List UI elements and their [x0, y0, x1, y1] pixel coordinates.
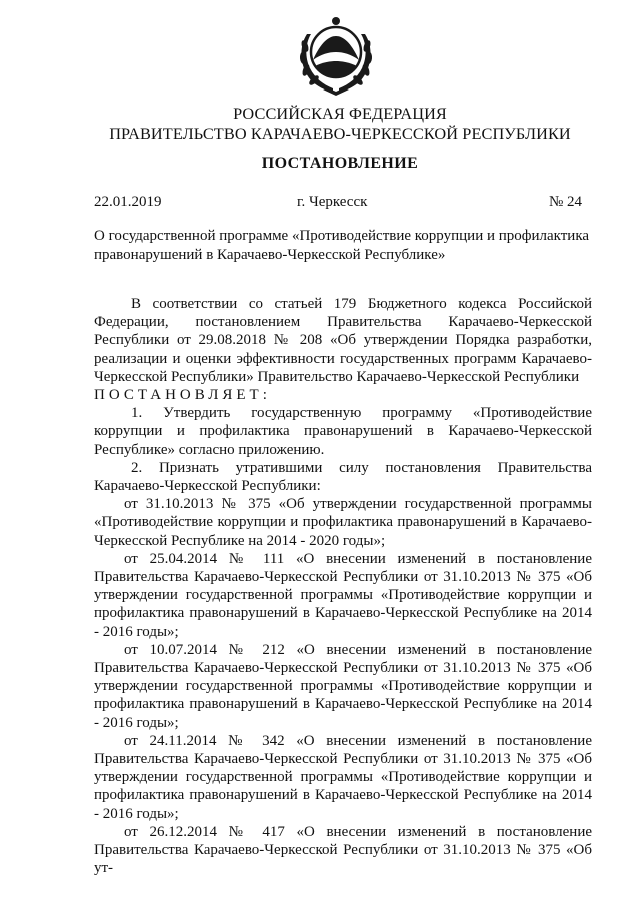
preamble-paragraph: В соответствии со статьей 179 Бюджетного кодекса Российской Федерации, постановлением Правительства Карачаево-Черкесской Республики от 29.08.2018 № 208 «Об утверждении Порядка разработки, реализации и оценки эффективности государственных программ Карачаево-Черкесской Республики» Правительство Карачаево-Черкесской Республики	[94, 296, 592, 385]
document-city: г. Черкесск	[297, 194, 368, 210]
document-type: ПОСТАНОВЛЕНИЕ	[261, 155, 419, 172]
decree-word: ПОСТАНОВЛЯЕТ:	[94, 387, 271, 404]
document-title: О государственной программе «Противодействие коррупции и профилактика правонарушений в Карачаево-Черкесской Республике»	[94, 228, 590, 263]
repealed-ref-1: от 31.10.2013 № 375 «Об утверждении государственной программы «Противодействие коррупции и профилактика правонарушений в Карачаево-Черкесской Республике на 2014 - 2020 годы»;	[94, 496, 592, 549]
repealed-ref-3: от 10.07.2014 № 212 «О внесении изменений в постановление Правительства Карачаево-Черкесской Республики от 31.10.2013 № 375 «Об утверждении государственной программы «Противодействие коррупции и профилактика правонарушений в Карачаево-Черкесской Республике на 2014 - 2016 годы»;	[94, 641, 592, 731]
document-header	[90, 104, 590, 144]
repealed-ref-5: от 26.12.2014 № 417 «О внесении изменений в постановление Правительства Карачаево-Черкесской Республики от 31.10.2013 № 375 «Об ут-	[94, 823, 592, 877]
item-2-paragraph: 2. Признать утратившими силу постановления Правительства Карачаево-Черкесской Республики:	[94, 459, 592, 495]
document-body	[94, 295, 592, 878]
document-number: № 24	[549, 194, 583, 210]
header-country: РОССИЙСКАЯ ФЕДЕРАЦИЯ	[233, 104, 447, 123]
header-government: ПРАВИТЕЛЬСТВО КАРАЧАЕВО-ЧЕРКЕССКОЙ РЕСПУБЛИКИ	[109, 124, 571, 143]
document-date: 22.01.2019	[94, 194, 162, 210]
repealed-ref-2: от 25.04.2014 № 111 «О внесении изменений в постановление Правительства Карачаево-Черкесской Республики от 31.10.2013 № 375 «Об утверждении государственной программы «Противодействие коррупции и профилактика правонарушений в Карачаево-Черкесской Республике на 2014 - 2016 годы»;	[94, 550, 592, 640]
repealed-ref-4: от 24.11.2014 № 342 «О внесении изменений в постановление Правительства Карачаево-Черкесской Республики от 31.10.2013 № 375 «Об утверждении государственной программы «Противодействие коррупции и профилактика правонарушений в Карачаево-Черкесской Республике на 2014 - 2016 годы»;	[94, 732, 592, 822]
coat-of-arms-icon	[293, 12, 379, 98]
item-1-paragraph: 1. Утвердить государственную программу «Противодействие коррупции и профилактика правонарушений в Карачаево-Черкесской Республике» согласно приложению.	[94, 405, 592, 458]
